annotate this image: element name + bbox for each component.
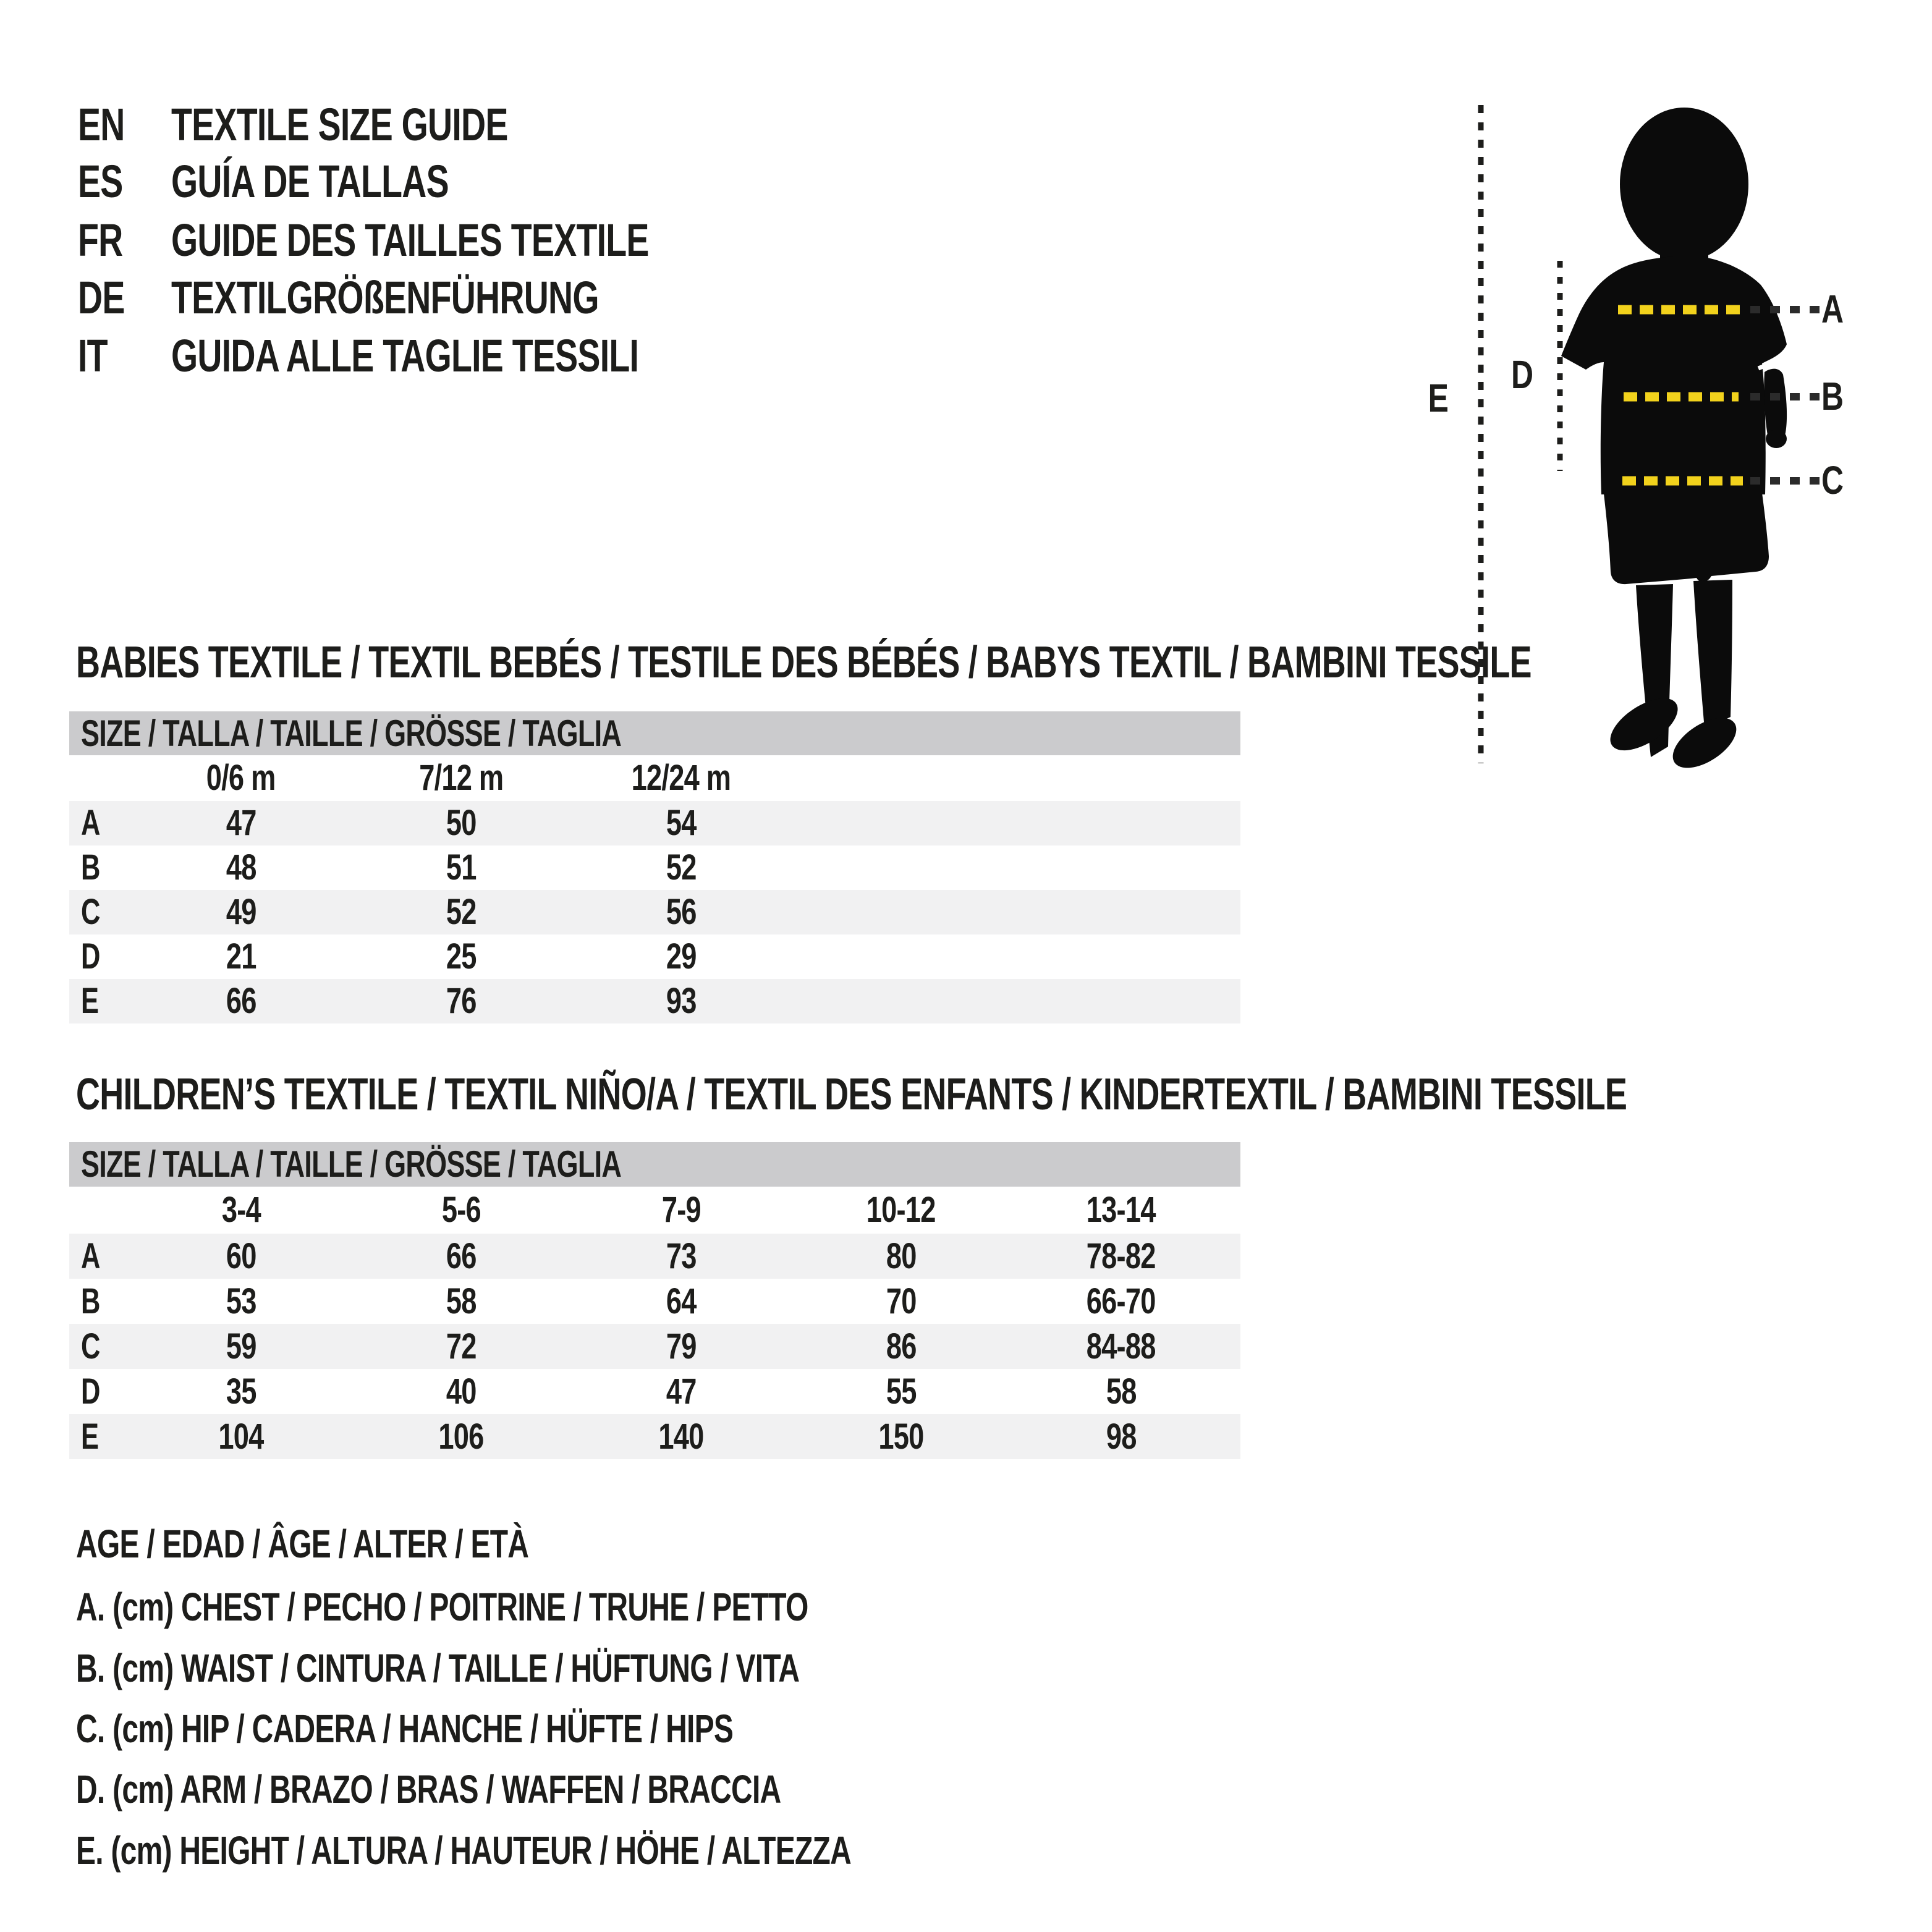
children-col-header bbox=[1011, 1192, 1231, 1228]
row-label bbox=[69, 1281, 131, 1321]
lang-code-text: DE bbox=[78, 272, 125, 323]
cell-text: 48 bbox=[226, 847, 256, 888]
children-col-header bbox=[791, 1192, 1011, 1228]
value-cell bbox=[131, 1326, 351, 1366]
value-cell bbox=[351, 894, 571, 930]
value-cell bbox=[571, 936, 791, 977]
value-cell bbox=[131, 1416, 351, 1457]
cell-text: 66 bbox=[446, 1235, 477, 1276]
children-row-C bbox=[69, 1324, 1240, 1369]
marker-text: D bbox=[1510, 352, 1533, 397]
marker-label-B bbox=[1818, 376, 1846, 416]
babies-col-header bbox=[571, 760, 791, 796]
value-cell bbox=[791, 1416, 1011, 1457]
row-label-text: E bbox=[81, 1416, 99, 1457]
value-cell bbox=[131, 1371, 351, 1412]
row-label-text: C bbox=[81, 892, 100, 932]
legend-line-hip bbox=[76, 1706, 952, 1751]
cell-text: 106 bbox=[438, 1416, 484, 1457]
babies-row-D bbox=[69, 934, 1240, 979]
lang-code-de bbox=[78, 272, 140, 323]
lang-title-it bbox=[171, 330, 794, 381]
value-cell bbox=[1011, 1326, 1231, 1366]
silhouette-hand bbox=[1766, 430, 1787, 448]
value-cell bbox=[131, 847, 351, 888]
children-col-header bbox=[131, 1192, 351, 1228]
col-header-text: 13-14 bbox=[1087, 1190, 1156, 1230]
cell-text: 59 bbox=[226, 1326, 256, 1366]
lang-title-text: GUIDA ALLE TAGLIE TESSILI bbox=[171, 330, 639, 381]
babies-title-text: BABIES TEXTILE / TEXTIL BEBÉS / TESTILE DES BÉBÉS / BABYS TEXTIL / BAMBINI TESSILE bbox=[76, 638, 1532, 687]
size-header-text: SIZE / TALLA / TAILLE / GRÖSSE / TAGLIA bbox=[81, 712, 622, 754]
children-column-header-row bbox=[69, 1187, 1240, 1234]
marker-text: A bbox=[1821, 287, 1844, 331]
babies-row-B bbox=[69, 845, 1240, 890]
cell-text: 66-70 bbox=[1087, 1281, 1156, 1321]
cell-text: 35 bbox=[226, 1371, 256, 1412]
children-title-text: CHILDREN’S TEXTILE / TEXTIL NIÑO/A / TEXTIL DES ENFANTS / KINDERTEXTIL / BAMBINI TESSILE bbox=[76, 1070, 1627, 1119]
lang-code-it bbox=[78, 330, 117, 381]
col-header-text: 0/6 m bbox=[206, 758, 276, 798]
value-cell bbox=[351, 847, 571, 888]
babies-size-header-bar bbox=[69, 711, 1240, 755]
value-cell bbox=[791, 1235, 1011, 1276]
cell-text: 58 bbox=[446, 1281, 477, 1321]
cell-text: 76 bbox=[446, 981, 477, 1021]
row-label-text: B bbox=[81, 1281, 100, 1321]
value-cell bbox=[131, 894, 351, 930]
cell-text: 50 bbox=[446, 803, 477, 843]
lang-code-es bbox=[78, 156, 138, 207]
col-header-text: 7-9 bbox=[661, 1190, 701, 1230]
col-header-text: 10-12 bbox=[866, 1190, 936, 1230]
legend-text: AGE / EDAD / ÂGE / ALTER / ETÀ bbox=[76, 1522, 529, 1566]
value-cell bbox=[1011, 1281, 1231, 1321]
value-cell bbox=[571, 1235, 791, 1276]
legend-line-waist bbox=[76, 1648, 1040, 1688]
cell-text: 47 bbox=[666, 1371, 697, 1412]
cell-text: 55 bbox=[886, 1371, 917, 1412]
row-label bbox=[69, 847, 131, 888]
silhouette-left-shoe bbox=[1602, 688, 1687, 761]
marker-text: E bbox=[1428, 376, 1449, 420]
row-label-text: E bbox=[81, 981, 99, 1021]
cell-text: 78-82 bbox=[1087, 1235, 1156, 1276]
value-cell bbox=[791, 1281, 1011, 1321]
babies-row-E bbox=[69, 979, 1240, 1023]
cell-text: 64 bbox=[666, 1281, 697, 1321]
cell-text: 56 bbox=[666, 892, 697, 932]
row-label bbox=[69, 1326, 131, 1366]
lang-title-text: TEXTILE SIZE GUIDE bbox=[171, 99, 508, 150]
marker-label-D bbox=[1508, 352, 1536, 397]
value-cell bbox=[131, 936, 351, 977]
value-cell bbox=[791, 1371, 1011, 1412]
row-label-text: D bbox=[81, 1371, 100, 1412]
value-cell bbox=[131, 805, 351, 841]
cell-text: 93 bbox=[666, 981, 697, 1021]
legend-text: B. (cm) WAIST / CINTURA / TAILLE / HÜFTUNG / VITA bbox=[76, 1646, 800, 1690]
lang-code-text: IT bbox=[78, 330, 108, 381]
value-cell bbox=[571, 1281, 791, 1321]
marker-label-A bbox=[1818, 289, 1846, 329]
lang-code-en bbox=[78, 99, 140, 150]
value-cell bbox=[571, 894, 791, 930]
cell-text: 86 bbox=[886, 1326, 917, 1366]
cell-text: 70 bbox=[886, 1281, 917, 1321]
babies-column-header-row bbox=[69, 755, 1240, 801]
lang-title-text: GUIDE DES TAILLES TEXTILE bbox=[171, 214, 649, 266]
col-header-text: 3-4 bbox=[221, 1190, 261, 1230]
value-cell bbox=[351, 805, 571, 841]
legend-line-age bbox=[76, 1524, 679, 1564]
lang-title-fr bbox=[171, 214, 808, 266]
cell-text: 79 bbox=[666, 1326, 697, 1366]
lang-title-en bbox=[171, 99, 620, 150]
marker-text: C bbox=[1821, 458, 1844, 502]
legend-text: D. (cm) ARM / BRAZO / BRAS / WAFFEN / BRACCIA bbox=[76, 1767, 781, 1811]
value-cell bbox=[351, 1326, 571, 1366]
row-label-text: C bbox=[81, 1326, 100, 1366]
babies-row-A bbox=[69, 801, 1240, 845]
cell-text: 54 bbox=[666, 803, 697, 843]
children-row-A bbox=[69, 1234, 1240, 1279]
cell-text: 84-88 bbox=[1087, 1326, 1156, 1366]
cell-text: 52 bbox=[666, 847, 697, 888]
babies-row-C bbox=[69, 890, 1240, 934]
cell-text: 47 bbox=[226, 803, 256, 843]
value-cell bbox=[351, 1371, 571, 1412]
value-cell bbox=[571, 805, 791, 841]
babies-col-header bbox=[131, 760, 351, 796]
row-label bbox=[69, 805, 131, 841]
row-label bbox=[69, 1416, 131, 1457]
col-header-text: 12/24 m bbox=[631, 758, 731, 798]
babies-col-header bbox=[351, 760, 571, 796]
value-cell bbox=[1011, 1371, 1231, 1412]
value-cell bbox=[351, 936, 571, 977]
col-header-text: 5-6 bbox=[441, 1190, 481, 1230]
cell-text: 21 bbox=[226, 936, 256, 977]
silhouette-head bbox=[1620, 108, 1748, 261]
row-label bbox=[69, 983, 131, 1019]
cell-text: 53 bbox=[226, 1281, 256, 1321]
cell-text: 49 bbox=[226, 892, 256, 932]
row-label-text: A bbox=[81, 1235, 100, 1276]
children-col-header bbox=[351, 1192, 571, 1228]
lang-title-de bbox=[171, 272, 741, 323]
cell-text: 66 bbox=[226, 981, 256, 1021]
cell-text: 80 bbox=[886, 1235, 917, 1276]
cell-text: 60 bbox=[226, 1235, 256, 1276]
value-cell bbox=[571, 1416, 791, 1457]
lang-code-text: FR bbox=[78, 214, 123, 266]
legend-text: C. (cm) HIP / CADERA / HANCHE / HÜFTE / HIPS bbox=[76, 1706, 734, 1751]
cell-text: 150 bbox=[878, 1416, 924, 1457]
value-cell bbox=[351, 983, 571, 1019]
value-cell bbox=[351, 1416, 571, 1457]
children-row-E bbox=[69, 1414, 1240, 1459]
value-cell bbox=[351, 1281, 571, 1321]
cell-text: 98 bbox=[1106, 1416, 1137, 1457]
cell-text: 51 bbox=[446, 847, 477, 888]
cell-text: 104 bbox=[218, 1416, 264, 1457]
value-cell bbox=[571, 983, 791, 1019]
cell-text: 29 bbox=[666, 936, 697, 977]
children-section-title bbox=[76, 1072, 1932, 1117]
value-cell bbox=[1011, 1235, 1231, 1276]
cell-text: 73 bbox=[666, 1235, 697, 1276]
lang-title-text: TEXTILGRÖßENFÜHRUNG bbox=[171, 272, 599, 323]
cell-text: 52 bbox=[446, 892, 477, 932]
children-size-header-bar bbox=[69, 1142, 1240, 1187]
silhouette-shorts bbox=[1603, 488, 1769, 584]
row-label bbox=[69, 936, 131, 977]
row-label bbox=[69, 1235, 131, 1276]
value-cell bbox=[1011, 1416, 1231, 1457]
cell-text: 140 bbox=[658, 1416, 704, 1457]
babies-section-title bbox=[76, 640, 1932, 685]
value-cell bbox=[351, 1235, 571, 1276]
marker-label-C bbox=[1818, 460, 1846, 500]
row-label-text: B bbox=[81, 847, 100, 888]
row-label-text: D bbox=[81, 936, 100, 977]
col-header-text: 7/12 m bbox=[418, 758, 504, 798]
cell-text: 25 bbox=[446, 936, 477, 977]
cell-text: 40 bbox=[446, 1371, 477, 1412]
value-cell bbox=[131, 1235, 351, 1276]
lang-code-text: ES bbox=[78, 156, 123, 207]
lang-title-text: GUÍA DE TALLAS bbox=[171, 156, 449, 207]
children-col-header bbox=[571, 1192, 791, 1228]
legend-text: A. (cm) CHEST / PECHO / POITRINE / TRUHE / PETTO bbox=[76, 1585, 808, 1629]
legend-line-arm bbox=[76, 1769, 1016, 1809]
cell-text: 58 bbox=[1106, 1371, 1137, 1412]
value-cell bbox=[571, 1326, 791, 1366]
lang-title-es bbox=[171, 156, 541, 207]
row-label-text: A bbox=[81, 803, 100, 843]
legend-line-chest bbox=[76, 1587, 1052, 1627]
lang-code-fr bbox=[78, 214, 138, 266]
row-label bbox=[69, 894, 131, 930]
legend-line-height bbox=[76, 1828, 1109, 1873]
value-cell bbox=[131, 1281, 351, 1321]
row-label bbox=[69, 1371, 131, 1412]
cell-text: 72 bbox=[446, 1326, 477, 1366]
children-row-D bbox=[69, 1369, 1240, 1414]
marker-label-E bbox=[1425, 378, 1451, 418]
value-cell bbox=[571, 1371, 791, 1412]
size-header-text: SIZE / TALLA / TAILLE / GRÖSSE / TAGLIA bbox=[81, 1143, 622, 1185]
children-row-B bbox=[69, 1279, 1240, 1324]
legend-text: E. (cm) HEIGHT / ALTURA / HAUTEUR / HÖHE / ALTEZZA bbox=[76, 1828, 852, 1873]
lang-code-text: EN bbox=[78, 99, 125, 150]
value-cell bbox=[571, 847, 791, 888]
value-cell bbox=[791, 1326, 1011, 1366]
silhouette-shirt bbox=[1561, 256, 1787, 494]
marker-text: B bbox=[1821, 374, 1844, 418]
value-cell bbox=[131, 983, 351, 1019]
